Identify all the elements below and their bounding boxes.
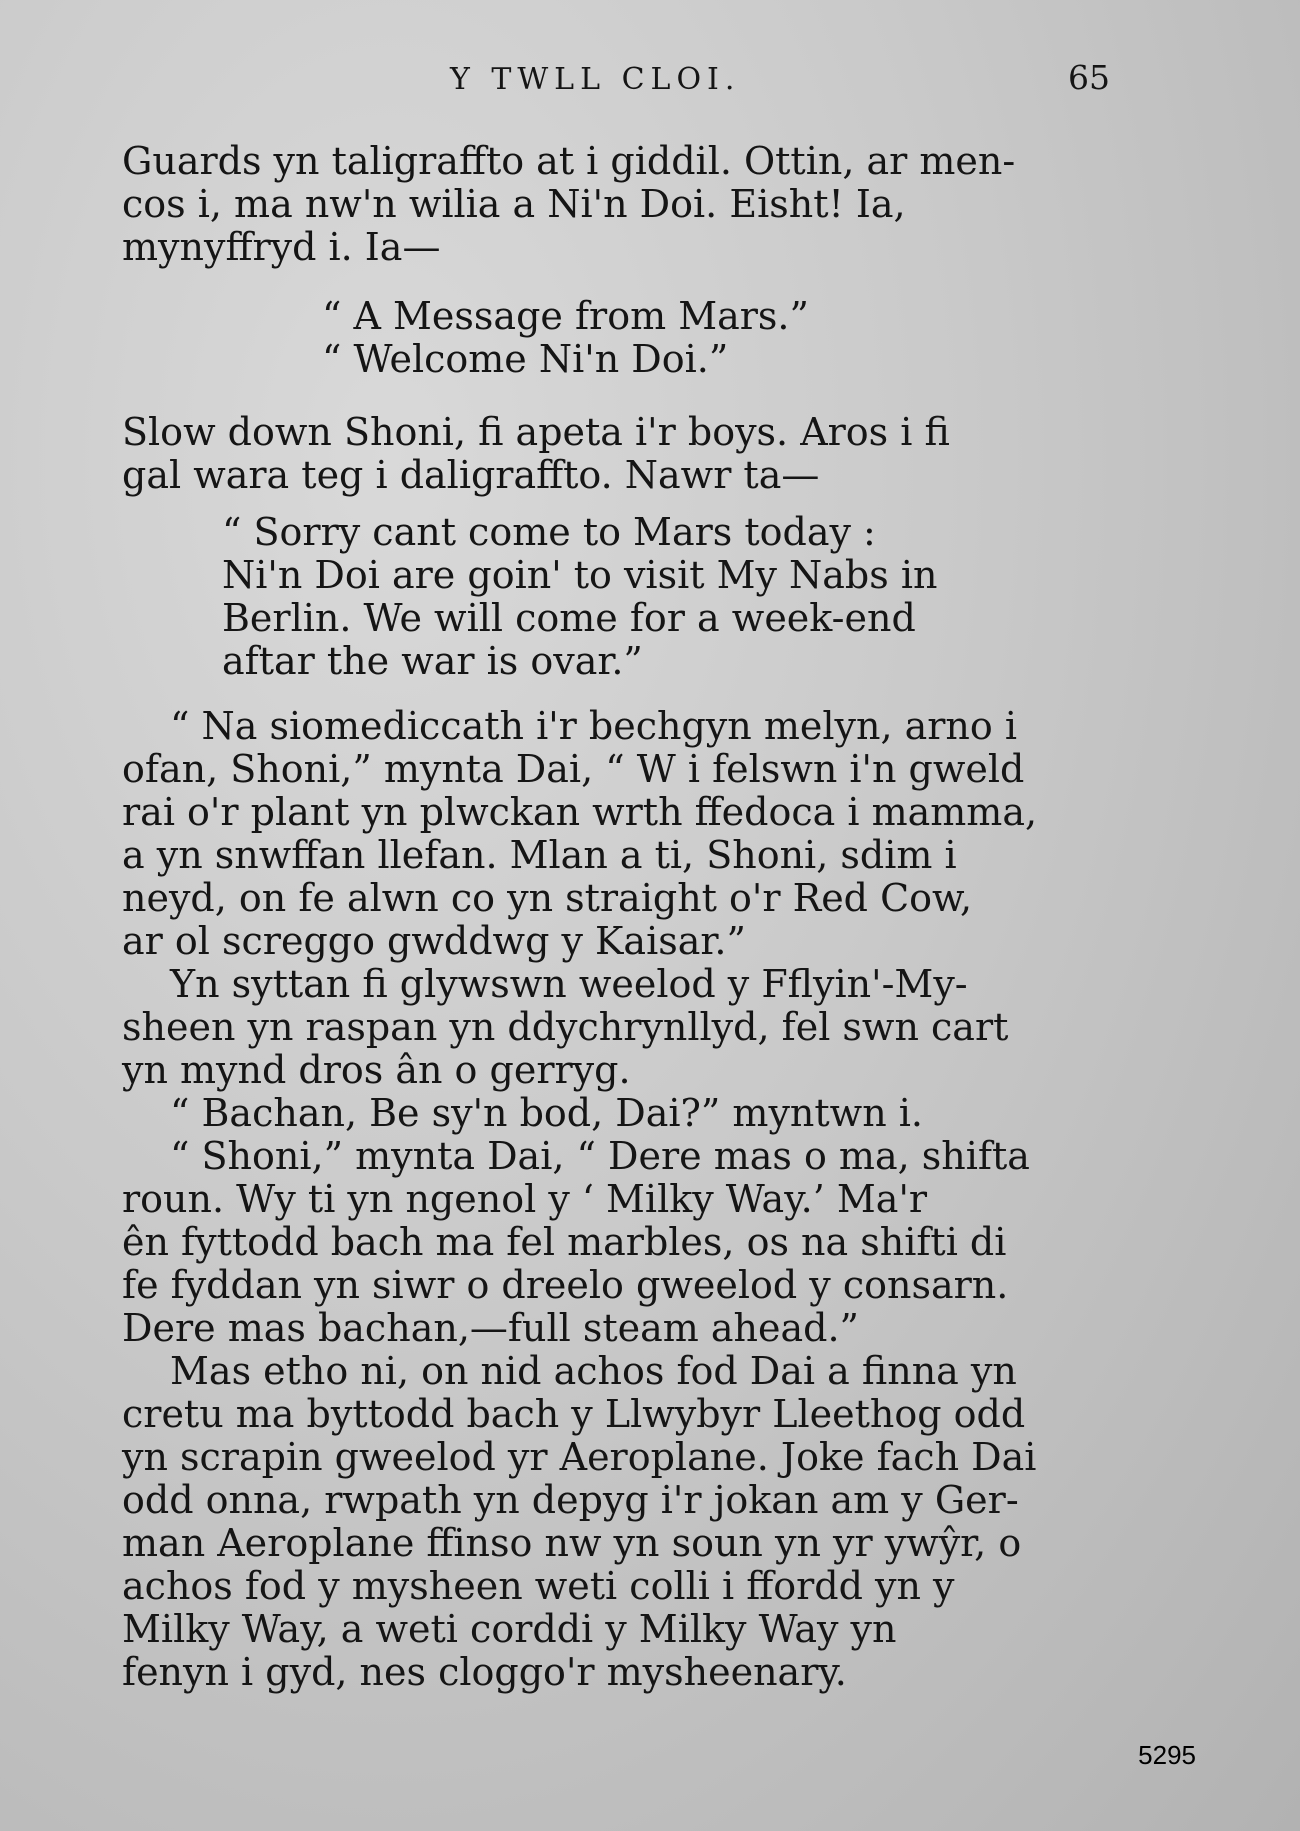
text-line: rai o'r plant yn plwckan wrth ffedoca i mamma, (122, 790, 1038, 834)
body-text (122, 140, 1182, 1694)
text-line: Dere mas bachan,—full steam ahead.” (122, 1306, 859, 1350)
text-line: fe fyddan yn siwr o dreelo gweelod y consarn. (122, 1263, 1009, 1307)
text-line: fenyn i gyd, nes cloggo'r mysheenary. (122, 1650, 847, 1694)
text-line: cretu ma byttodd bach y Llwybyr Lleethog odd (122, 1392, 1026, 1436)
text-line: odd onna, rwpath yn depyg i'r jokan am y Ger- (122, 1478, 1019, 1522)
running-head (120, 58, 1120, 102)
quote-line: “ Sorry cant come to Mars today : (222, 510, 876, 554)
paragraph-4 (122, 963, 1182, 1092)
text-line: man Aeroplane ffinso nw yn soun yn yr ywŷr, o (122, 1521, 1022, 1565)
text-line: “ Bachan, Be sy'n bod, Dai?” myntwn i. (170, 1091, 923, 1135)
text-line: ofan, Shoni,” mynta Dai, “ W i felswn i'n gweld (122, 747, 1025, 791)
text-line: cos i, ma nw'n wilia a Ni'n Doi. Eisht! Ia, (122, 182, 906, 226)
text-line: yn scrapin gweelod yr Aeroplane. Joke fach Dai (122, 1435, 1037, 1479)
text-line: “ Shoni,” mynta Dai, “ Dere mas o ma, shifta (170, 1134, 1030, 1178)
text-line: mynyffryd i. Ia— (122, 225, 441, 269)
paragraph-6 (122, 1135, 1182, 1350)
quote-line: Berlin. We will come for a week-end (222, 596, 916, 640)
text-line: ar ol screggo gwddwg y Kaisar.” (122, 919, 746, 963)
text-line: Milky Way, a weti corddi y Milky Way yn (122, 1607, 897, 1651)
paragraph-5 (122, 1092, 1182, 1135)
archive-number: 5295 (1138, 1740, 1196, 1770)
text-line: Yn syttan fi glywswn weelod y Fflyin'-My- (170, 962, 968, 1006)
quoted-message-2 (222, 511, 1002, 683)
text-line: Guards yn taligraffto at i giddil. Ottin, ar men- (122, 139, 1016, 183)
text-line: Slow down Shoni, fi apeta i'r boys. Aros i fi (122, 410, 950, 454)
paragraph-3 (122, 705, 1182, 963)
text-line: neyd, on fe alwn co yn straight o'r Red Cow, (122, 876, 973, 920)
text-line: Mas etho ni, on nid achos fod Dai a finna yn (170, 1349, 1017, 1393)
quote-line: “ Welcome Ni'n Doi.” (322, 337, 729, 381)
text-line: achos fod y mysheen weti colli i ffordd yn y (122, 1564, 955, 1608)
quoted-message-1 (322, 295, 1182, 381)
quote-line: Ni'n Doi are goin' to visit My Nabs in (222, 553, 938, 597)
text-line: gal wara teg i daligraffto. Nawr ta— (122, 453, 820, 497)
text-line: a yn snwffan llefan. Mlan a ti, Shoni, sdim i (122, 833, 957, 877)
text-line: yn mynd dros ân o gerryg. (122, 1048, 631, 1092)
running-title: Y TWLL CLOI. (450, 62, 741, 97)
quote-line: “ A Message from Mars.” (322, 294, 809, 338)
text-line: “ Na siomediccath i'r bechgyn melyn, arno i (170, 704, 1018, 748)
paragraph-7 (122, 1350, 1182, 1694)
paragraph-2 (122, 411, 1182, 497)
text-line: roun. Wy ti yn ngenol y ‘ Milky Way.’ Ma'r (122, 1177, 928, 1221)
text-line: ên fyttodd bach ma fel marbles, os na shifti di (122, 1220, 1007, 1264)
quote-line: aftar the war is ovar.” (222, 639, 643, 683)
page-number: 65 (1068, 58, 1110, 97)
text-line: sheen yn raspan yn ddychrynllyd, fel swn cart (122, 1005, 1009, 1049)
paragraph-1 (122, 140, 1182, 269)
